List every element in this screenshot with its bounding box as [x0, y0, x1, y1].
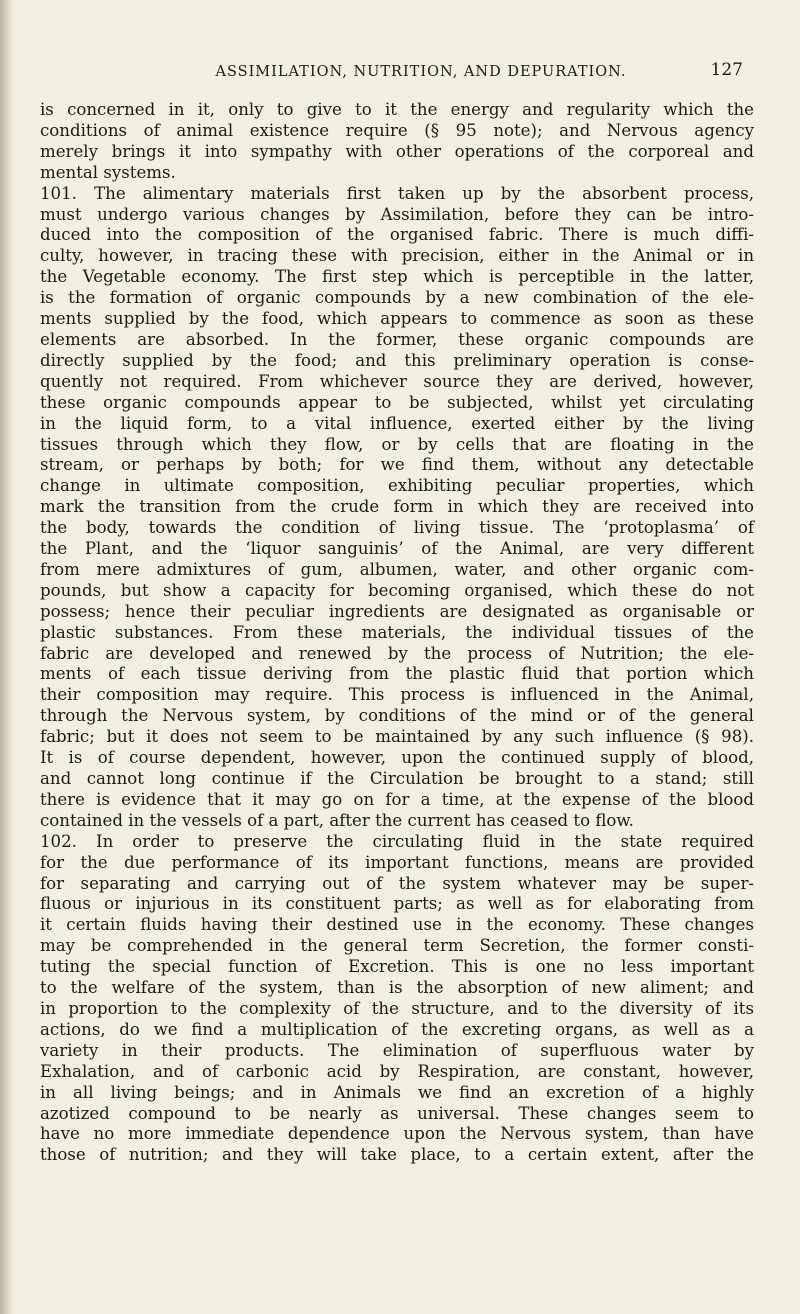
text-line: through the Nervous system, by conditions of the mind or of the general — [40, 706, 754, 726]
text-line: have no more immediate dependence upon the Nervous system, than have — [40, 1124, 754, 1144]
text-line: possess; hence their peculiar ingredients are designated as organisable or — [40, 601, 754, 621]
text-line: may be comprehended in the general term Secretion, the former consti- — [40, 936, 754, 956]
text-line: pounds, but show a capacity for becoming organised, which these do not — [40, 580, 754, 600]
text-line: and cannot long continue if the Circulation be brought to a stand; still — [40, 769, 754, 788]
text-line: must undergo various changes by Assimilation, before they can be intro- — [40, 204, 754, 224]
text-line: from mere admixtures of gum, albumen, water, and other organic com- — [40, 559, 754, 579]
text-line: to the welfare of the system, than is the absorption of new aliment; and — [40, 978, 754, 998]
text-line: Exhalation, and of carbonic acid by Respiration, are constant, however, — [40, 1061, 754, 1081]
text-line: quently not required. From whichever source they are derived, however, — [40, 371, 754, 391]
text-line: ments of each tissue deriving from the plastic fluid that portion which — [40, 664, 754, 684]
text-line: is concerned in it, only to give to it the energy and regularity which the — [40, 100, 754, 119]
text-line: fabric; but it does not seem to be maintained by any such influence (§ 98). — [40, 727, 754, 747]
page-gutter-shadow — [0, 0, 14, 1314]
text-line: directly supplied by the food; and this preliminary operation is conse- — [40, 350, 754, 370]
text-line: contained in the vessels of a part, after the current has ceased to flow. — [40, 810, 634, 830]
text-line: merely brings it into sympathy with other operations of the corporeal and — [40, 141, 754, 161]
text-line: duced into the composition of the organised fabric. There is much diffi- — [40, 225, 754, 245]
text-line: is the formation of organic compounds by a new combination of the ele- — [40, 288, 754, 308]
body-text — [40, 100, 754, 1166]
text-line: fluous or injurious in its constituent parts; as well as for elaborating from — [40, 894, 754, 914]
text-line: mental systems. — [40, 162, 176, 182]
text-line: the body, towards the condition of living tissue. The ‘protoplasma’ of — [40, 518, 754, 538]
text-line: 102. In order to preserve the circulating fluid in the state required — [40, 831, 754, 851]
running-header: ASSIMILATION, NUTRITION, AND DEPURATION. — [215, 64, 627, 80]
text-line: 101. The alimentary materials first taken up by the absorbent process, — [40, 183, 754, 203]
text-line: azotized compound to be nearly as universal. These changes seem to — [40, 1103, 754, 1123]
text-line: elements are absorbed. In the former, these organic compounds are — [40, 329, 754, 349]
text-line: their composition may require. This process is influenced in the Animal, — [40, 685, 754, 705]
text-line: in the liquid form, to a vital influence, exerted either by the living — [40, 413, 754, 433]
text-line: it certain fluids having their destined use in the economy. These changes — [40, 915, 754, 935]
text-line: for the due performance of its important functions, means are provided — [40, 852, 754, 872]
text-line: these organic compounds appear to be subjected, whilst yet circulating — [40, 392, 754, 412]
text-line: tuting the special function of Excretion. This is one no less important — [40, 957, 754, 977]
text-line: the Plant, and the ‘liquor sanguinis’ of the Animal, are very different — [40, 539, 754, 559]
text-line: stream, or perhaps by both; for we find them, without any detectable — [40, 455, 754, 475]
text-line: in proportion to the complexity of the structure, and to the diversity of its — [40, 998, 754, 1018]
text-line: tissues through which they flow, or by cells that are floating in the — [40, 434, 754, 454]
text-line: plastic substances. From these materials, the individual tissues of the — [40, 622, 754, 642]
text-line: It is of course dependent, however, upon the continued supply of blood, — [40, 748, 754, 768]
text-line: for separating and carrying out of the system whatever may be super- — [40, 873, 754, 893]
text-line: those of nutrition; and they will take place, to a certain extent, after the — [40, 1145, 754, 1165]
text-line: fabric are developed and renewed by the process of Nutrition; the ele- — [40, 643, 754, 663]
text-line: in all living beings; and in Animals we find an excretion of a highly — [40, 1082, 754, 1102]
text-line: culty, however, in tracing these with precision, either in the Animal or in — [40, 246, 754, 266]
text-line: there is evidence that it may go on for a time, at the expense of the blood — [40, 789, 754, 809]
text-line: variety in their products. The elimination of superfluous water by — [40, 1040, 754, 1060]
text-line: change in ultimate composition, exhibiting peculiar properties, which — [40, 476, 754, 496]
text-line: mark the transition from the crude form in which they are received into — [40, 497, 754, 517]
page-number: 127 — [710, 60, 743, 80]
text-line: conditions of animal existence require (§ 95 note); and Nervous agency — [40, 120, 754, 140]
text-line: the Vegetable economy. The first step which is perceptible in the latter, — [40, 267, 754, 287]
text-line: ments supplied by the food, which appears to commence as soon as these — [40, 309, 754, 329]
text-line: actions, do we find a multiplication of the excreting organs, as well as a — [40, 1019, 754, 1039]
